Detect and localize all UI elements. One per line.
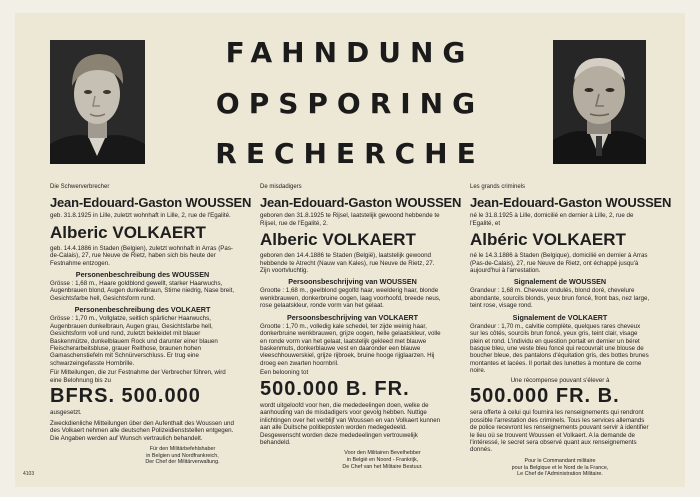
suspect1-first: Jean-Edouard-Gaston xyxy=(260,195,392,211)
suspect2-info: né le 14.3.1886 à Staden (Belgique), domicilié en dernier à Arras (Pas-de-Calais), 27, rue Neuve de Rietz, ont échappé jusqu'à aujourd'hui à l'arrestation. xyxy=(470,252,648,274)
desc2-title: Persoonsbeschrijving van VOLKAERT xyxy=(286,312,418,322)
suspect1-name xyxy=(260,195,462,211)
suspect1-info: geboren den 31.8.1925 te Rijsel, laatstelijk gewoond hebbende te Rijsel, rue de l'Egalité, 2. xyxy=(260,212,440,227)
desc2-text: Grösse : 1,70 m., Vollglatze, seitlich spärlicher Haarwuchs, Augenbrauen dunkelbraun, Augen grau, Gesichtsfarbe hell, Gesichtsform voll und rund, zuletzt bekleidet mit blauer Baskenmütze, dunkelblauem Rock und darunter einer blauen Fleischerarbeitsbluse, grauer Reithose, braunen hohen Gamaschenstiefeln mit Schnürverschluss. Er trug eine schwarzeingefasste Hornbrille. xyxy=(50,315,218,367)
reward-amount: 500.000 FR. B. xyxy=(470,385,620,408)
desc1-text: Grootte : 1,68 m., geelblond gegolfd haar, weelderig haar, blonde wenkbrauwen, donkerbruine oogen, laag voorhoofd, breede neus, rose gelaatskleur, ronde vorm van het gelaat. xyxy=(260,287,441,310)
closing-text: Zweckdienliche Mitteilungen über den Aufenthalt des Woussen und des Volkaert nehmen alle deutschen Polizeidienststellen entgegen. Die Angaben werden auf Wunsch vertraulich behandelt. xyxy=(50,419,234,442)
suspect2-first: Albéric xyxy=(470,230,528,250)
kicker: Les grands criminels xyxy=(470,184,526,190)
signature-block xyxy=(320,450,445,470)
signature-line: pour la Belgique et le Nord de la France, xyxy=(511,464,609,471)
suspect2-last: VOLKAERT xyxy=(322,230,416,250)
desc1-text: Grandeur : 1,68 m. Cheveux ondulés, blond doré, chevelure abondante, sourcils blonds, yeux brun foncé, front bas, nez large, teint rose, visage rond. xyxy=(470,287,650,310)
suspect1-last: WOUSSEN xyxy=(395,195,462,211)
reward-intro: Une récompense pouvant s'élever à xyxy=(510,376,610,384)
reward-suffix: ausgesetzt. xyxy=(50,409,82,417)
desc1-title: Persoonsbeschrijving van WOUSSEN xyxy=(288,277,417,287)
reward-intro: Für Mitteilungen, die zur Festnahme der Verbrecher führen, wird eine Belohnung bis zu xyxy=(50,369,226,384)
suspect2-last: VOLKAERT xyxy=(532,230,626,250)
signature-line: in Belgien und Nordfrankreich, xyxy=(146,452,219,459)
desc1-title: Signalement de WOUSSEN xyxy=(513,277,607,287)
desc1-title: Personenbeschreibung des WOUSSEN xyxy=(75,269,210,279)
column-french xyxy=(470,184,672,478)
suspect2-info: geboren den 14.4.1886 te Staden (België), laatstelijk gewoond hebbende te Atrecht (Nauw van Kales), rue Neuve de Rietz, 27. Zijn voortvluchtig. xyxy=(260,252,435,274)
suspect1-last: WOUSSEN xyxy=(185,195,252,211)
closing-text: wordt uitgeloofd voor hen, die mededeelingen doen, welke de aanhouding van de misdadigers voor gevolg hebben. Nuttige inlichtingen over het verblijf van Woussen en van Volkaert kunnen aan alle Duitsche politieposten worden medegedeeld. Desgewenscht worden deze mededeelingen vertrouwelijk behandeld. xyxy=(260,401,441,446)
signature-line: in België en Noord - Frankrijk, xyxy=(346,457,419,464)
suspect1-name xyxy=(470,195,672,211)
signature-line: Le Chef de l'Administration Militaire. xyxy=(517,471,603,478)
signature-line: Der Chef der Militärverwaltung. xyxy=(145,459,220,466)
suspect1-first: Jean-Edouard-Gaston xyxy=(470,195,602,211)
reward-intro: Een belooning tot xyxy=(260,369,309,377)
suspect2-info: geb. 14.4.1886 in Staden (Belgien), zuletzt wohnhaft in Arras (Pas-de-Calais), 27, rue Neuve de Rietz, haben sich bis heute der Festnahme entzogen. xyxy=(50,244,233,267)
desc2-text: Grandeur : 1,70 m., calvitie complète, quelques rares cheveux sur les côtés, sourcils brun foncé, yeux gris, teint clair, visage plein et rond. L'individu en question portait en dernier un béret basque bleu, une veste bleu foncé qui recouvrait une blouse de boucher bleue, des pantalons d'équitation gris, des bottes brunes montantes et lacées. Il portait des lunettes à monture de corne noire. xyxy=(470,322,649,375)
desc2-title: Signalement de VOLKAERT xyxy=(512,312,608,322)
suspect2-name xyxy=(470,230,650,250)
title-recherche: RECHERCHE xyxy=(215,137,485,170)
title-opsporing: OPSPORING xyxy=(215,87,485,120)
signature-line: Für den Militärbefehlshaber xyxy=(149,445,216,452)
desc2-text: Grootte : 1,70 m., volledig kale schedel, ter zijde weinig haar, donkerbruine wenkbrauwen, grijze oogen, helle gelaatskleur, volle en ronde vorm van het gelaat, laatstelijk gekleed met blauwe baskenmuts, donkerblauwe vest en daaronder een blauwe vleeschhouwerskiel, grijze rijbroek, bruine hooge rijglaarzen. Hij droeg een zwarten hoornbril. xyxy=(260,322,441,367)
print-code: 4103 xyxy=(23,471,35,477)
suspect2-last: VOLKAERT xyxy=(112,222,206,242)
desc1-text: Grösse : 1,68 m., Haare goldblond gewellt, starker Haarwuchs, Augenbrauen blond, Augen dunkelbraun, Stirne niedrig, Nase breit, Gesichtsfarbe hell, Gesichtsform rund. xyxy=(50,279,235,302)
suspect1-last: WOUSSEN xyxy=(605,195,672,211)
suspect2-name xyxy=(50,223,235,243)
title-fahndung: FAHNDUNG xyxy=(225,36,475,69)
suspect2-first: Alberic xyxy=(50,222,108,242)
suspect2-name xyxy=(260,230,445,250)
suspect1-name xyxy=(50,195,252,211)
column-dutch xyxy=(260,184,462,471)
kicker: Die Schwerverbrecher xyxy=(50,184,110,190)
signature-line: Voor den Militairen Bevelhebber xyxy=(344,450,421,457)
signature-block xyxy=(130,446,235,466)
suspect1-first: Jean-Edouard-Gaston xyxy=(50,195,182,211)
reward-amount: 500.000 B. FR. xyxy=(260,377,410,400)
suspect2-first: Alberic xyxy=(260,230,318,250)
column-german xyxy=(50,184,252,466)
signature-block xyxy=(470,458,650,478)
signature-line: Pour le Commandant militaire xyxy=(524,457,596,464)
suspect1-info: né le 31.8.1925 à Lille, domicilié en dernier à Lille, 2, rue de l'Egalité, et xyxy=(470,212,634,227)
reward-amount: BFRS. 500.000 xyxy=(50,385,201,408)
signature-line: De Chef van het Militaire Bestuur. xyxy=(342,463,423,470)
closing-text: sera offerte à celui qui fournira les renseignements qui rendront possible l'arrestation des criminels. Tous les services allemands de police recevront les renseignements pouvant servir à identifier le lieu où se trouvent Woussen et Volkaert. A la demande de l'intéressé, le secret sera observé quant aux renseignements donnés. xyxy=(470,409,649,454)
suspect1-info: geb. 31.8.1925 in Lille, zuletzt wohnhaft in Lille, 2, rue de l'Egalité. xyxy=(50,212,231,220)
kicker: De misdadigers xyxy=(260,184,302,190)
desc2-title: Personenbeschreibung des VOLKAERT xyxy=(74,305,211,315)
